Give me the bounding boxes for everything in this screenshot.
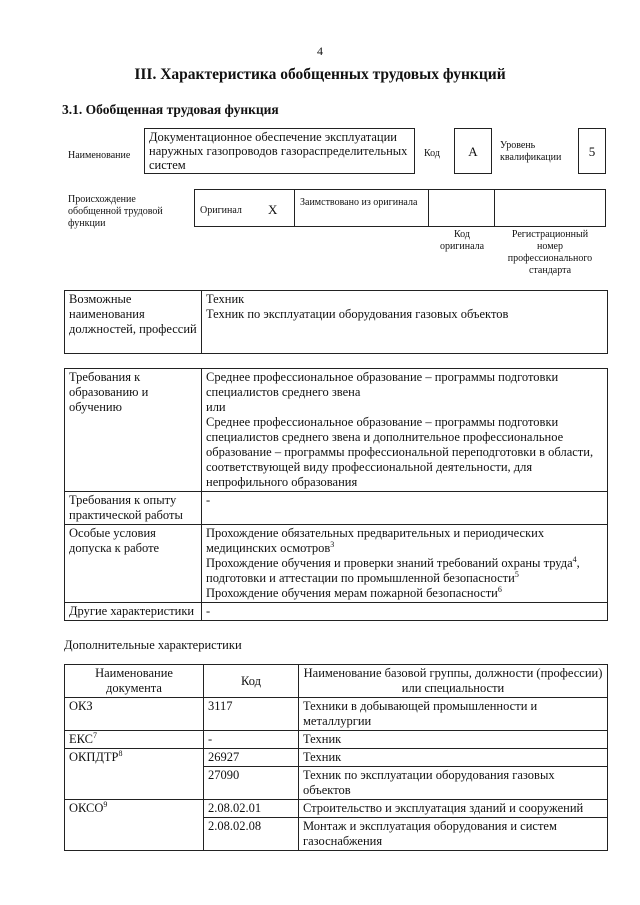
doc-name: ОКСО [69, 801, 104, 815]
borrowed-label: Заимствовано из оригинала [300, 197, 418, 208]
code-cell: 3117 [204, 698, 299, 731]
section-title: III. Характеристика обобщенных трудовых функций [134, 66, 506, 83]
origin-divider [494, 189, 495, 227]
name-cell: Монтаж и эксплуатация оборудования и систем газоснабжения [299, 818, 608, 851]
requirement-label: Требования к образованию и обучению [65, 369, 202, 492]
table-row [65, 800, 608, 818]
footnote-ref: 8 [118, 748, 123, 758]
requirement-row [65, 603, 608, 621]
footnote-ref: 3 [330, 539, 335, 549]
code-original-label: Код оригинала [439, 229, 485, 252]
registration-number-label: Регистрационный номер профессионального стандарта [507, 229, 593, 276]
requirement-row [65, 492, 608, 525]
doc-cell [65, 698, 204, 731]
origin-label: Происхождение обобщенной трудовой функции [68, 194, 163, 229]
additional-title: Дополнительные характеристики [64, 638, 242, 652]
name-label: Наименование [68, 150, 131, 161]
requirement-text: Прохождение обучения мерам пожарной безопасности [206, 586, 498, 600]
requirement-text: Прохождение обязательных предварительных и периодических медицинских осмотров [206, 526, 545, 555]
footnote-ref: 6 [497, 584, 502, 594]
code-value-box: А [454, 128, 492, 174]
positions-row [65, 291, 608, 354]
positions-table [64, 290, 608, 354]
requirements-table [64, 368, 608, 621]
level-label: Уровень квалификации [500, 140, 562, 163]
name-cell: Техник [299, 731, 608, 749]
original-mark: X [268, 202, 278, 217]
requirement-line: Прохождение обучения и проверки знаний требований охраны труда$^4$, подготовки и аттестации по промышленной безопасности$^5$ [206, 554, 580, 585]
doc-cell [65, 800, 204, 851]
code-cell: 2.08.02.08 [204, 818, 299, 851]
doc-cell [65, 731, 204, 749]
requirement-text: Прохождение обучения и проверки знаний требований охраны труда [206, 556, 573, 570]
level-value-box: 5 [578, 128, 606, 174]
requirement-label: Другие характеристики [65, 603, 202, 621]
footnote-ref: 7 [93, 730, 97, 740]
requirement-row [65, 369, 608, 492]
requirement-text: подготовки и аттестации по промышленной безопасности [206, 571, 515, 585]
origin-divider [428, 189, 429, 227]
function-name-box: Документационное обеспечение эксплуатации наружных газопроводов газораспределительных систем [144, 128, 415, 174]
requirement-line: Среднее профессиональное образование – программы подготовки специалистов среднего звена [206, 370, 559, 399]
requirement-row [65, 525, 608, 603]
table-row [65, 749, 608, 767]
code-cell: - [204, 731, 299, 749]
requirement-values [202, 525, 608, 603]
footnote-ref: 9 [103, 799, 108, 809]
requirement-label: Требования к опыту практической работы [65, 492, 202, 525]
original-label: Оригинал [200, 205, 242, 216]
code-cell: 26927 [204, 749, 299, 767]
name-cell: Техники в добывающей промышленности и металлургии [299, 698, 608, 731]
doc-cell [65, 749, 204, 800]
name-cell: Техник [299, 749, 608, 767]
column-header: Наименование базовой группы, должности (профессии) или специальности [299, 665, 608, 698]
origin-divider [294, 189, 295, 227]
footnote-ref: 5 [514, 569, 519, 579]
position-item: Техник по эксплуатации оборудования газовых объектов [206, 307, 509, 321]
table-row [65, 731, 608, 749]
code-cell: 2.08.02.01 [204, 800, 299, 818]
position-item: Техник [206, 292, 245, 306]
name-cell: Техник по эксплуатации оборудования газовых объектов [299, 767, 608, 800]
footnote-ref: 4 [572, 554, 577, 564]
code-cell: 27090 [204, 767, 299, 800]
requirement-label: Особые условия допуска к работе [65, 525, 202, 603]
requirement-value: - [202, 492, 608, 525]
doc-name: ОКПДТР [69, 750, 119, 764]
doc-name: ЕКС [69, 732, 93, 746]
name-cell: Строительство и эксплуатация зданий и сооружений [299, 800, 608, 818]
code-label: Код [424, 148, 440, 159]
requirement-line: Среднее профессиональное образование – программы подготовки специалистов среднего звена и дополнительное профессиональное образование – программы профессиональной переподготовки в области, соответствующей виду профессиональной деятельности, для непрофильного образования [206, 415, 594, 489]
positions-label: Возможные наименования должностей, профессий [65, 291, 202, 354]
page-number: 4 [317, 44, 323, 58]
subsection-title: 3.1. Обобщенная трудовая функция [62, 102, 279, 117]
table-header-row [65, 665, 608, 698]
requirement-values [202, 369, 608, 492]
requirement-value: - [202, 603, 608, 621]
column-header: Код [204, 665, 299, 698]
requirement-line [206, 586, 603, 601]
column-header: Наименование документа [65, 665, 204, 698]
additional-table [64, 664, 608, 851]
requirement-line: или [206, 400, 226, 414]
table-row [65, 698, 608, 731]
positions-values [202, 291, 608, 354]
requirement-line [206, 526, 603, 556]
doc-name: ОКЗ [69, 699, 93, 713]
